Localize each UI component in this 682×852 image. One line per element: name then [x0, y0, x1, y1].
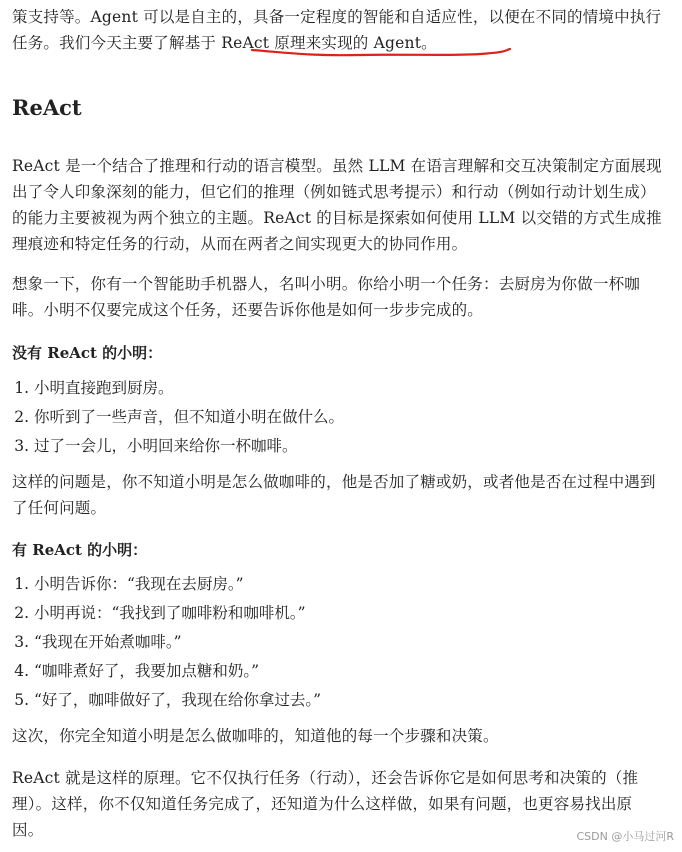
red-underline-annotation [250, 44, 512, 60]
list-item: 1. 小明直接跑到厨房。 [34, 374, 674, 403]
list-item: 1. 小明告诉你：“我现在去厨房。” [34, 570, 674, 599]
list-without-react [12, 374, 674, 461]
subheading-without-react: 没有 ReAct 的小明： [12, 344, 163, 362]
paragraph-summary: ReAct 就是这样的原理。它不仅执行任务（行动），还会告诉你它是如何思考和决策的（推理）。这样，你不仅知道任务完成了，还知道为什么这样做，如果有问题，也更容易找出原因。 [12, 769, 639, 839]
list-item: 2. 你听到了一些声音，但不知道小明在做什么。 [34, 403, 674, 432]
list-item: 2. 小明再说：“我找到了咖啡粉和咖啡机。” [34, 599, 674, 628]
list-item: 5. “好了，咖啡做好了，我现在给你拿过去。” [34, 686, 674, 715]
list-with-react [12, 570, 674, 715]
paragraph-outcome: 这次，你完全知道小明是怎么做咖啡的，知道他的每一个步骤和决策。 [12, 727, 499, 745]
section-title: ReAct [12, 95, 82, 120]
subheading-with-react: 有 ReAct 的小明： [12, 541, 148, 559]
list-item: 3. “我现在开始煮咖啡。” [34, 628, 674, 657]
intro-paragraph: 策支持等。Agent 可以是自主的，具备一定程度的智能和自适应性，以便在不同的情境中执行任务。我们今天主要了解基于 ReAct 原理来实现的 Agent。 [12, 8, 662, 52]
paragraph-analogy: 想象一下，你有一个智能助手机器人，名叫小明。你给小明一个任务：去厨房为你做一杯咖啡。小明不仅要完成这个任务，还要告诉你他是如何一步步完成的。 [12, 275, 641, 319]
paragraph-problem: 这样的问题是，你不知道小明是怎么做咖啡的，他是否加了糖或奶，或者他是否在过程中遇到了任何问题。 [12, 473, 656, 517]
list-item: 3. 过了一会儿，小明回来给你一杯咖啡。 [34, 432, 674, 461]
list-item: 4. “咖啡煮好了，我要加点糖和奶。” [34, 657, 674, 686]
paragraph-react-definition: ReAct 是一个结合了推理和行动的语言模型。虽然 LLM 在语言理解和交互决策制定方面展现出了令人印象深刻的能力，但它们的推理（例如链式思考提示）和行动（例如行动计划生成）的能力主要被视为两个独立的主题。ReAct 的目标是探索如何使用 LLM 以交错的方式生成推理痕迹和特定任务的行动，从而在两者之间实现更大的协同作用。 [12, 157, 662, 253]
watermark: CSDN @小马过河R [576, 830, 674, 843]
